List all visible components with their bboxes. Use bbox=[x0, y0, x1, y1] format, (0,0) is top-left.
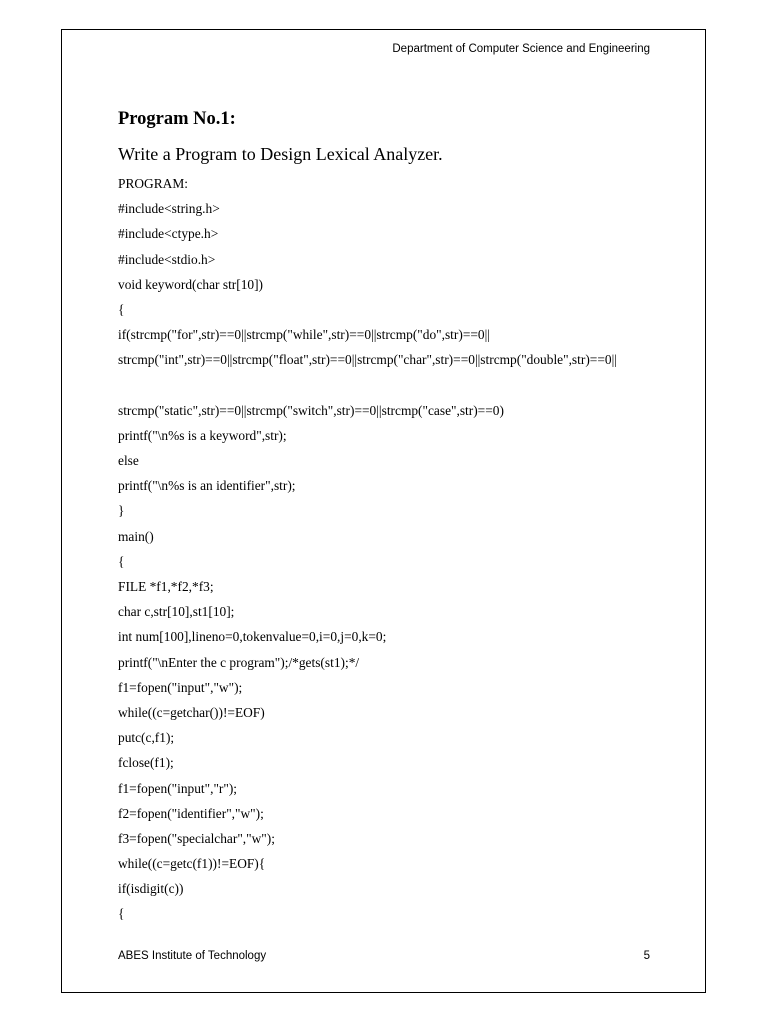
code-line: strcmp("static",str)==0||strcmp("switch",str)==0||strcmp("case",str)==0) bbox=[118, 402, 504, 418]
code-line: PROGRAM: bbox=[118, 176, 188, 191]
program-description: Write a Program to Design Lexical Analyzer. bbox=[118, 144, 443, 164]
code-line: void keyword(char str[10]) bbox=[118, 276, 264, 292]
code-line: f1=fopen("input","r"); bbox=[118, 780, 238, 796]
code-line: printf("\nEnter the c program");/*gets(st1);*/ bbox=[118, 654, 360, 670]
code-blank-line bbox=[118, 378, 678, 403]
code-line: char c,str[10],st1[10]; bbox=[118, 604, 235, 620]
program-title: Program No.1: bbox=[118, 109, 236, 129]
document-page bbox=[61, 29, 706, 993]
code-line: if(strcmp("for",str)==0||strcmp("while",str)==0||strcmp("do",str)==0|| bbox=[118, 327, 490, 343]
code-line: else bbox=[118, 453, 139, 469]
code-line: f3=fopen("specialchar","w"); bbox=[118, 830, 275, 846]
footer-institute: ABES Institute of Technology bbox=[118, 950, 267, 962]
code-line: while((c=getc(f1))!=EOF){ bbox=[118, 856, 266, 872]
code-line: main() bbox=[118, 528, 154, 544]
code-line: fclose(f1); bbox=[118, 755, 174, 771]
page-number: 5 bbox=[643, 950, 650, 962]
code-line: { bbox=[118, 906, 125, 922]
code-line: } bbox=[118, 503, 125, 519]
code-line: f2=fopen("identifier","w"); bbox=[118, 805, 264, 821]
code-line: while((c=getchar())!=EOF) bbox=[118, 704, 265, 720]
code-line: #include<ctype.h> bbox=[118, 226, 219, 242]
code-line: if(isdigit(c)) bbox=[118, 881, 184, 897]
code-line: strcmp("int",str)==0||strcmp("float",str)==0||strcmp("char",str)==0||strcmp("double",str)==0|| bbox=[118, 352, 617, 368]
code-line: f1=fopen("input","w"); bbox=[118, 679, 243, 695]
code-line: printf("\n%s is an identifier",str); bbox=[118, 478, 296, 494]
code-line: int num[100],lineno=0,tokenvalue=0,i=0,j=0,k=0; bbox=[118, 629, 387, 645]
code-line: FILE *f1,*f2,*f3; bbox=[118, 579, 214, 594]
code-line: #include<string.h> bbox=[118, 201, 220, 217]
code-line: putc(c,f1); bbox=[118, 730, 175, 746]
code-line: { bbox=[118, 301, 125, 317]
page-header: Department of Computer Science and Engineering bbox=[392, 43, 650, 55]
code-block bbox=[118, 176, 678, 932]
code-line: { bbox=[118, 553, 125, 569]
code-line: #include<stdio.h> bbox=[118, 251, 216, 267]
code-line: printf("\n%s is a keyword",str); bbox=[118, 427, 287, 443]
